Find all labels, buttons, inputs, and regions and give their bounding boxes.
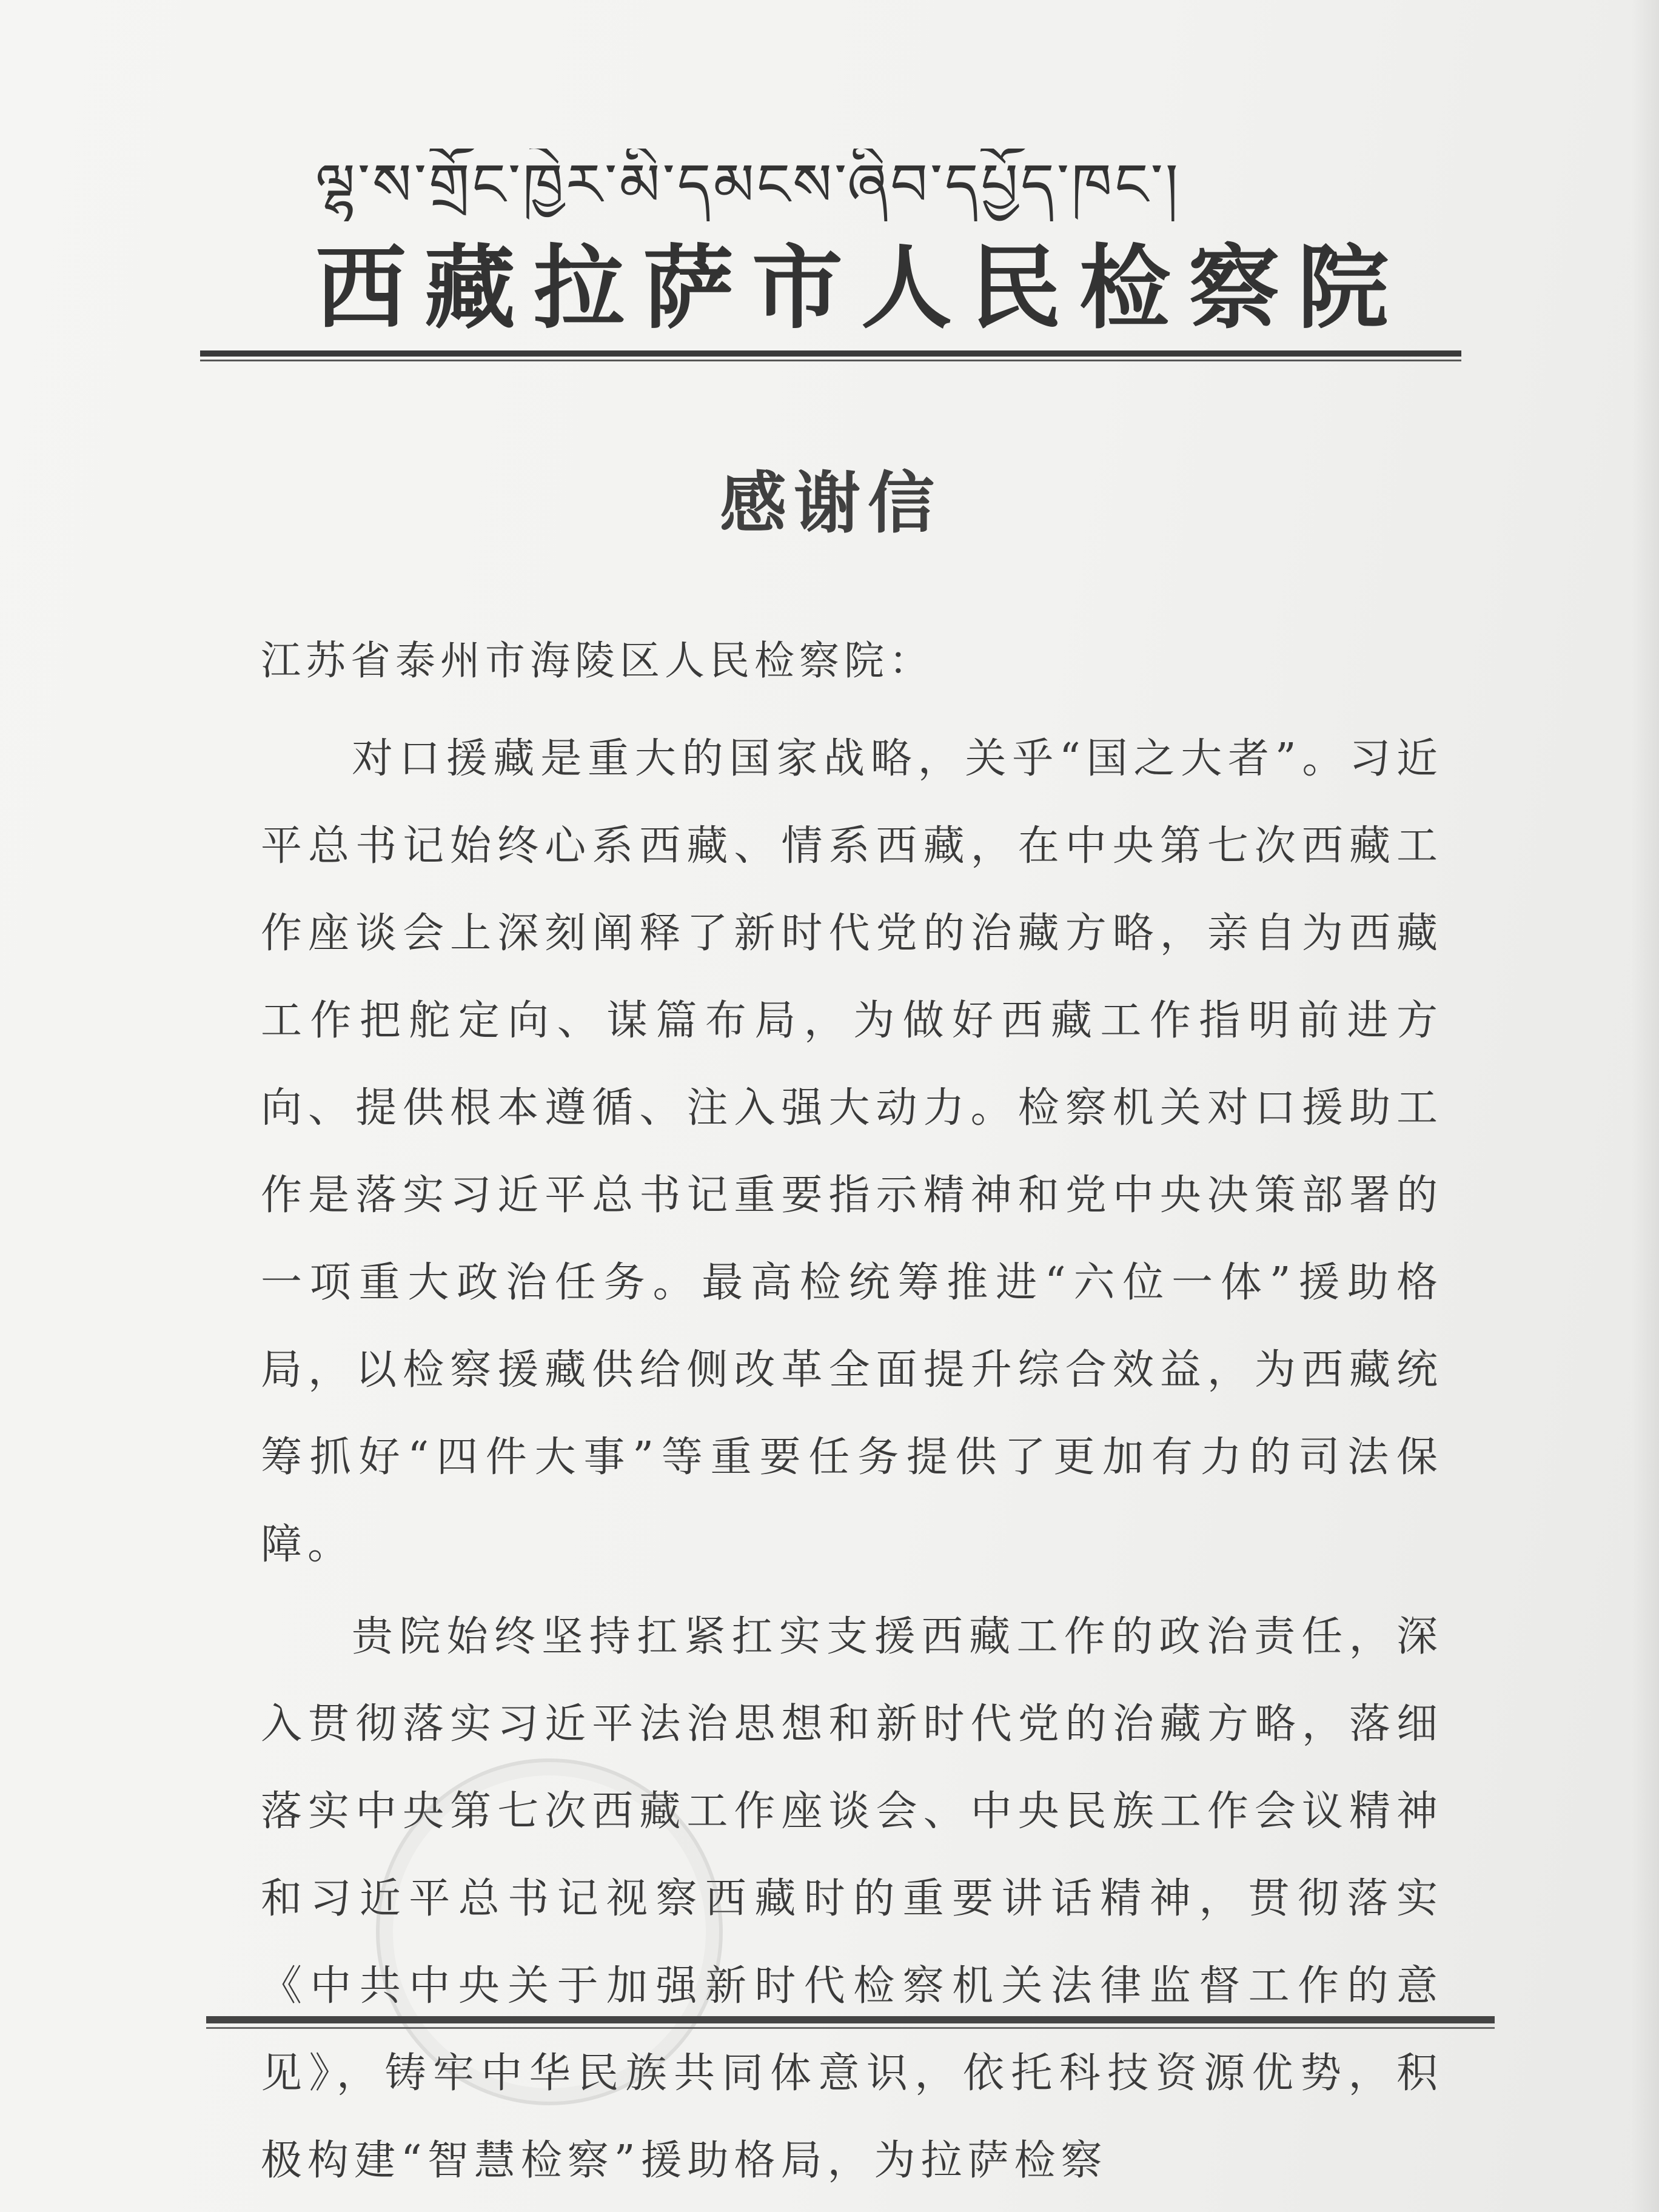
faded-seal-stamp bbox=[376, 1758, 723, 2105]
salutation: 江苏省泰州市海陵区人民检察院： bbox=[261, 637, 934, 684]
letterhead-rule-thin bbox=[200, 360, 1461, 361]
letterhead-rule-thick bbox=[200, 350, 1461, 357]
letterhead-tibetan: ལྷ་ས་གྲོང་ཁྱེར་མི་དམངས་ཞིབ་དཔྱོད་ཁང་། bbox=[315, 151, 1181, 219]
paragraph-1: 对口援藏是重大的国家战略，关乎“国之大者”。习近平总书记始终心系西藏、情系西藏，在中央第七次西藏工作座谈会上深刻阐释了新时代党的治藏方略，亲自为西藏工作把舵定向、谋篇布局，为做好西藏工作指明前进方向、提供根本遵循、注入强大动力。检察机关对口援助工作是落实习近平总书记重要指示精神和党中央决策部署的一项重大政治任务。最高检统筹推进“六位一体”援助格局，以检察援藏供给侧改革全面提升综合效益，为西藏统筹抓好“四件大事”等重要任务提供了更加有力的司法保障。 bbox=[261, 735, 1443, 1569]
letterhead-organization: 西藏拉萨市人民检察院 bbox=[315, 235, 1407, 341]
paper-fold-shadow bbox=[1631, 0, 1659, 2212]
footer-rule-thin bbox=[206, 2027, 1495, 2029]
footer-rule bbox=[206, 2016, 1495, 2029]
footer-rule-thick bbox=[206, 2016, 1495, 2023]
letter-title: 感谢信 bbox=[720, 464, 942, 542]
paragraph-2: 贵院始终坚持扛紧扛实支援西藏工作的政治责任，深入贯彻落实习近平法治思想和新时代党的治藏方略，落细落实中央第七次西藏工作座谈会、中央民族工作会议精神和习近平总书记视察西藏时的重要讲话精神，贯彻落实《中共中央关于加强新时代检察机关法律监督工作的意见》，铸牢中华民族共同体意识，依托科技资源优势，积极构建“智慧检察”援助格局，为拉萨检察 bbox=[261, 1613, 1443, 2185]
letterhead-rule bbox=[200, 350, 1461, 361]
